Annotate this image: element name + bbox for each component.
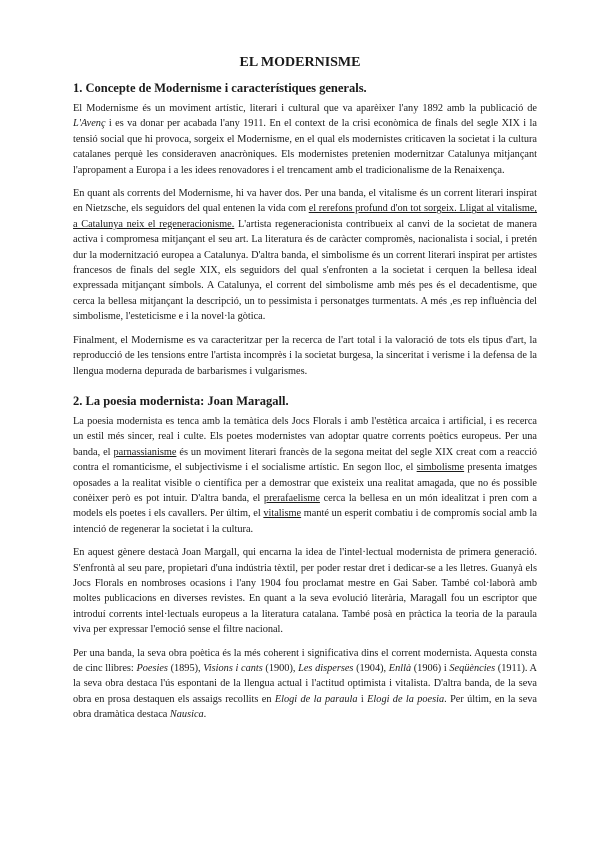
text-run: Per una banda, la seva obra poètica és la més coherent i significativa dins el corrent modernista. Aquesta consta de cinc llibres:	[73, 647, 537, 674]
paragraph	[73, 545, 537, 637]
document-title: EL MODERNISME	[239, 55, 361, 70]
text-run: (1904),	[353, 663, 389, 674]
text-run: manté un esperit combatiu i de compromís social amb la intenció de regenerar la societat i la cultura.	[73, 508, 537, 535]
italic-title: Enllà	[388, 663, 412, 674]
text-run: és un moviment literari francès de la segona meitat del segle XIX creat com a reacció contra el romanticisme, el subjectivisme i el socialisme artístic. En segon lloc, el	[73, 446, 537, 474]
section-heading: 1. Concepte de Modernisme i característiques generals.	[73, 81, 367, 95]
paragraph	[73, 333, 537, 379]
text-run: (1895),	[167, 663, 204, 674]
text-run: .	[203, 709, 207, 721]
paragraph	[73, 101, 537, 178]
text-run: En aquest gènere destacà Joan Margall, qui encarna la idea de l'intel·lectual modernista de primera generació. S'enfrontà al seu pare, propietari d'una indústria tèxtil, per poder restar dret i dedicar-se a les lletres. Guanyà els Jocs Florals en nombroses ocasions i l'any 1904 fou proclamat mestre en Gai Saber. També col·laborà amb moltes publicacions en diverses revistes. En quant a la seva evolució literària, Maragall fou un escriptor que introduí corrents intel·lectuals europeus a la literatura catalana. També posà en pràctica la teoria de la paraula viva per expressar l'emoció sense el filtre nacional.	[73, 547, 537, 636]
italic-title: L'Avenç	[73, 118, 106, 130]
paragraph	[73, 414, 537, 537]
text-run: presenta imatges oposades a la realitat visible o científica per a demostrar que existeix una realitat amagada, que no és possible conèixer però es pot intuir. D'altra banda, el	[73, 462, 538, 504]
italic-title: Elogi de la paraula	[274, 693, 358, 705]
text-run: La poesia modernista es tenca amb la temàtica dels Jocs Florals i amb l'estètica arcaica i artificial, i es recerca un estil més sincer, real i culte. Els poetes modernistes van adoptar quatre corrents poètics europeus. Per una banda, el	[73, 415, 537, 458]
underlined-text: vitalisme	[263, 508, 302, 520]
text-run: cerca la bellesa en un món idealitzat i pren com a models els poetes i els cavallers. Per últim, el	[73, 492, 537, 520]
text-run: Finalment, el Modernisme es va caracteritzar per la recerca de l'art total i la valoració de tots els tipus d'art, la reproducció de les tensions entre l'artista incomprès i la societat burgesa, la sinceritat i verisme i la defensa de la llengua moderna depurada de barbarismes i vulgarismes.	[73, 334, 537, 377]
italic-title: Visions i cants	[203, 663, 263, 674]
text-run: (1900),	[262, 663, 299, 674]
document-body	[73, 80, 537, 731]
paragraph	[73, 186, 537, 325]
text-run: El Modernisme és un moviment artístic, literari i cultural que va aparèixer l'any 1892 amb la publicació de	[73, 103, 537, 114]
italic-title: Seqüències	[449, 663, 496, 674]
section-2	[73, 393, 537, 723]
text-run: i es va donar per acabada l'any 1911. En el context de la crisi econòmica de finals del segle XIX i la tensió social que hi provoca, sorgeix el Modernisme, en el qual els modernistes criticaven la societat i la cultura catalanes perquè les consideraven anacròniques. Els modernistes pretenien modernitzar Catalunya mitjançant l'apropament a Europa i a les idees renovadores i el trencament amb el tradicionalisme de la Renaixença.	[73, 118, 537, 176]
section-1	[73, 80, 537, 379]
text-run: . Per últim, en la seva obra dramàtica destaca	[73, 693, 537, 721]
underlined-text: prerafaelisme	[263, 492, 320, 504]
underlined-text: el rerefons profund d'on tot sorgeix. Lligat al vitalisme, a Catalunya neix el regeneracionisme.	[73, 203, 538, 230]
text-run: (1911). A la seva obra destaca l'ús espontani de la llengua actual i l'actitud optimista i vitalista. D'altra banda, de la seva obra en prosa destaquen els assaigs recollits en	[73, 663, 537, 705]
italic-title: Les disperses	[298, 663, 354, 674]
text-run: En quant als corrents del Modernisme, hi va haver dos. Per una banda, el vitalisme és un corrent literari inspirat en Nietzsche, els seguidors del qual entenen la vida com	[73, 188, 537, 215]
italic-title: Poesies	[136, 663, 168, 674]
underlined-text: parnassianisme	[113, 446, 177, 458]
text-run: L'artista regeneracionista contribueix al canvi de la societat de manera activa i compromesa mitjançant el seu art. La literatura és de caràcter compromès, nacionalista i social, i pretén dur la modernització europea a Catalunya. D'altra banda, el simbolisme és un corrent literari inspirat per artistes francesos de finals del segle XIX, els seguidors del qual s'enfronten a la societat i cerquen la bellesa ideal expressada mitjançant símbols. A Catalunya, el corrent del simbolisme amb més pes és el decadentisme, que cerca la bellesa mitjançant la descripció, un to pessimista i personatges turmentats. A més ,es rep influència del simbolisme, l'esteticisme e i la novel·la gòtica.	[73, 218, 537, 323]
underlined-text: simbolisme	[416, 462, 465, 474]
text-run: i	[357, 693, 368, 705]
section-heading: 2. La poesia modernista: Joan Maragall.	[73, 393, 289, 408]
italic-title: Nausica	[169, 709, 204, 721]
paragraph	[73, 646, 537, 723]
italic-title: Elogi de la poesia	[367, 693, 445, 705]
text-run: (1906) i	[411, 663, 450, 674]
